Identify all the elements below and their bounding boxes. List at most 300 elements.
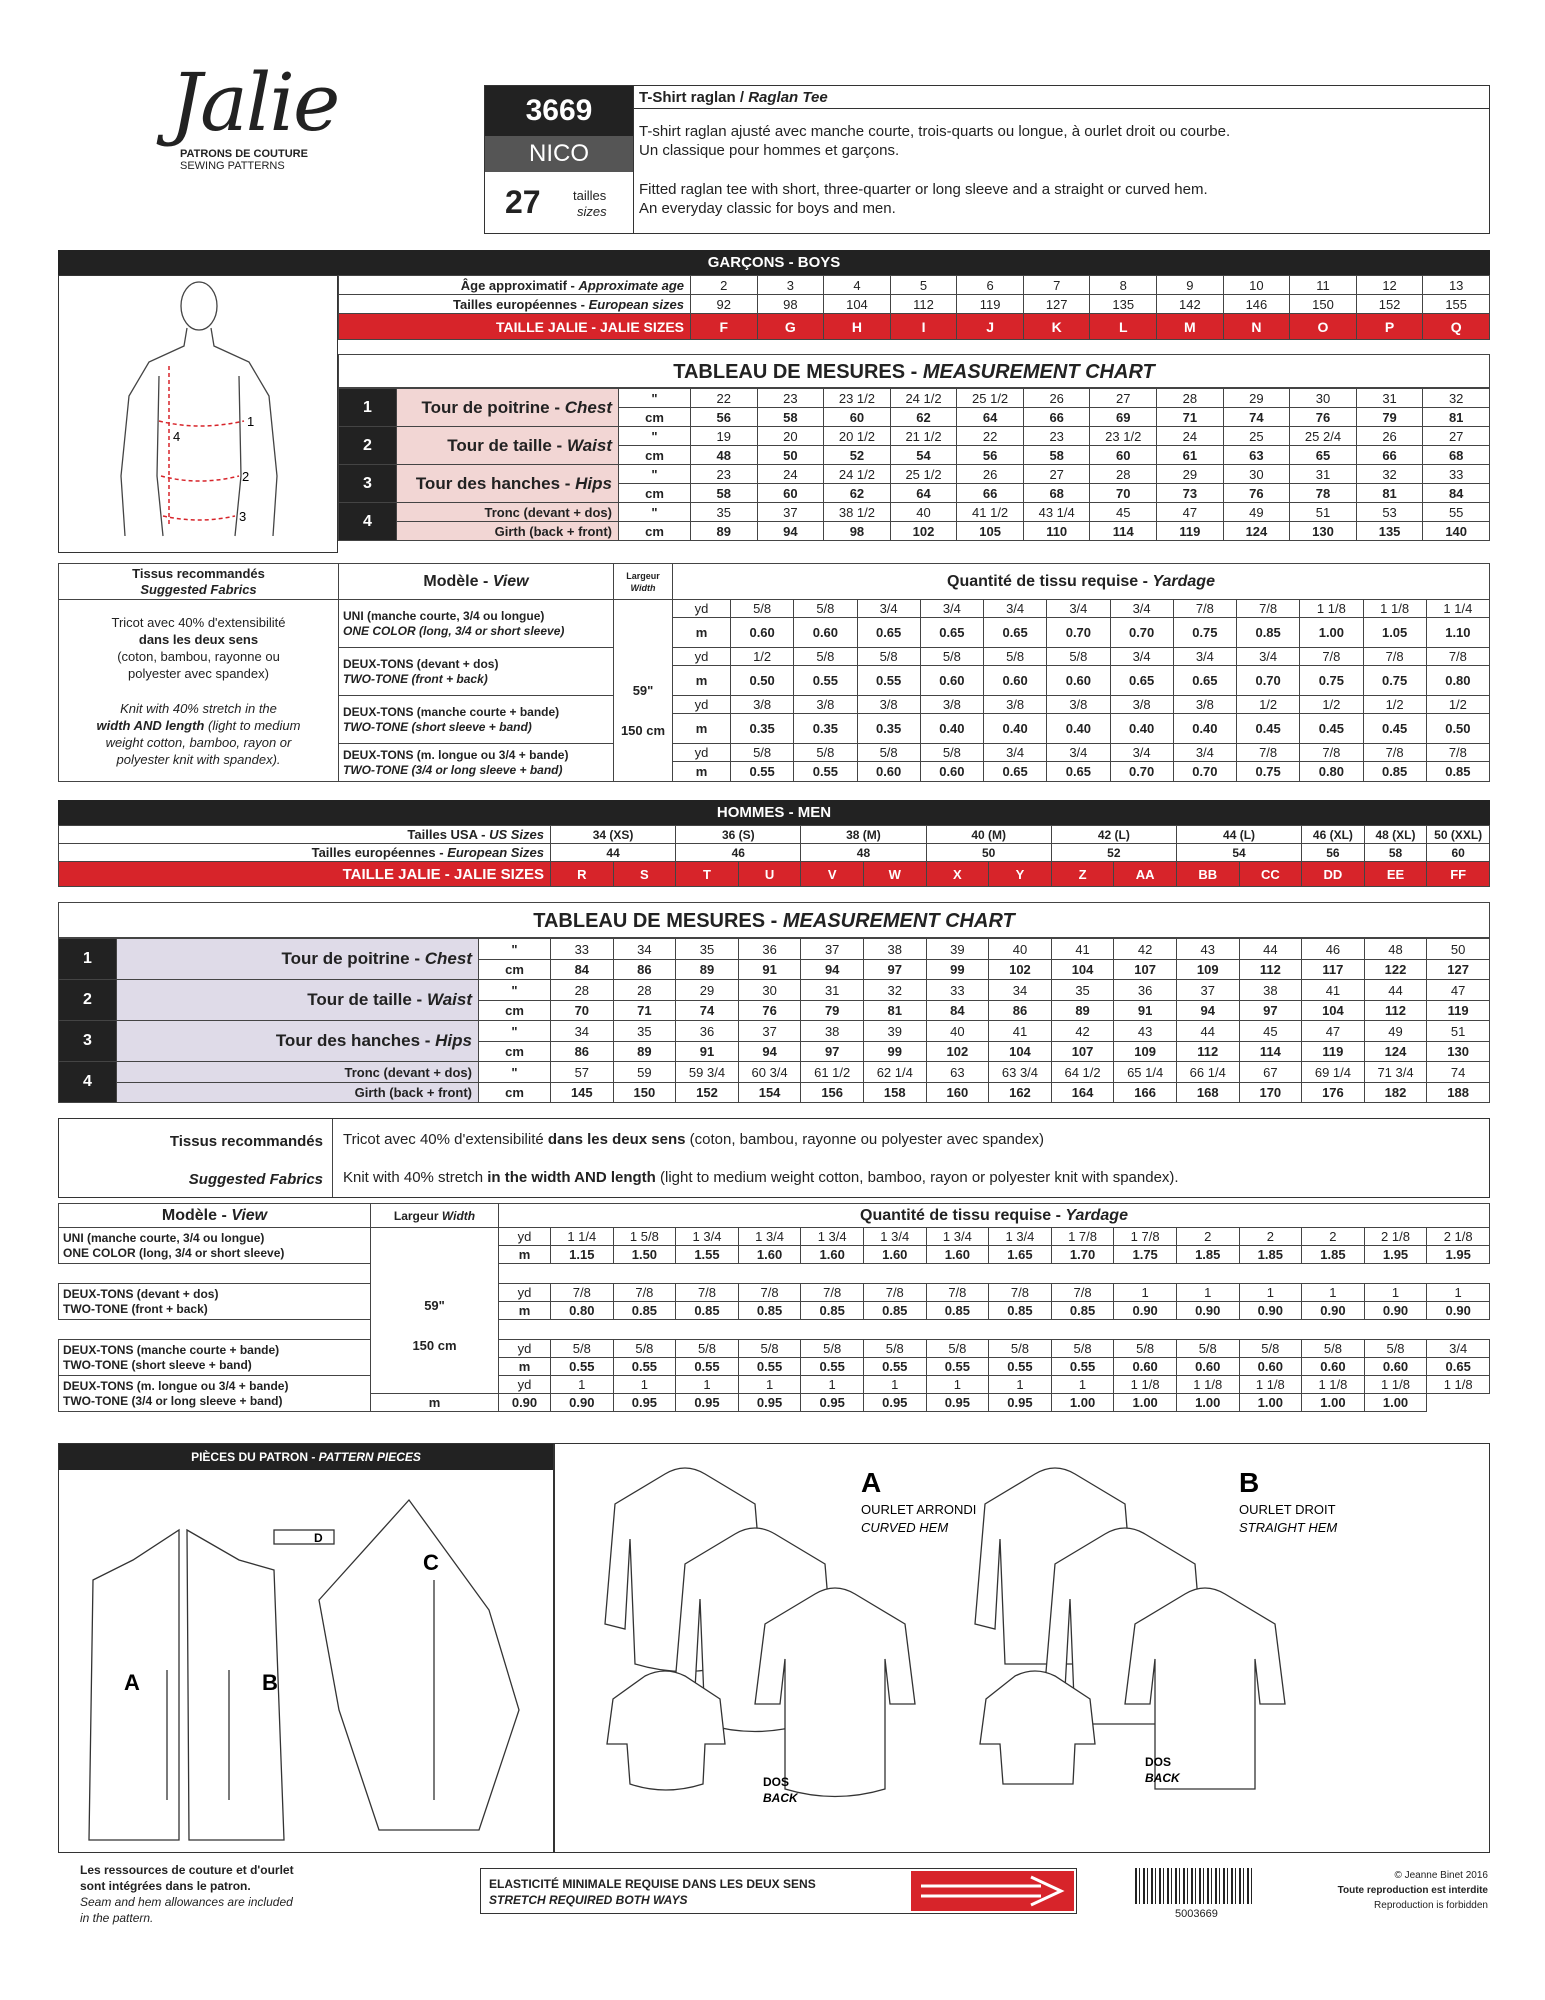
usa-cell: 38 (M): [801, 826, 926, 844]
yd-cell: 5/8: [926, 1340, 989, 1358]
yd-cell: 1 1/8: [1427, 1376, 1490, 1394]
m-cell: 0.60: [731, 618, 794, 648]
m-cell: 0.95: [863, 1394, 926, 1412]
m-cell: 0.55: [863, 1358, 926, 1376]
inch-cell: 28: [1157, 389, 1224, 408]
m-cell: 1.75: [1114, 1246, 1177, 1264]
inch-cell: 63: [926, 1062, 989, 1083]
yd-cell: 1: [1302, 1284, 1365, 1302]
yd-cell: 1 3/4: [989, 1228, 1052, 1246]
inch-cell: 44: [1176, 1021, 1239, 1042]
cm-cell: 109: [1114, 1042, 1177, 1062]
age-cell: 10: [1223, 276, 1290, 295]
yd-cell: 2 1/8: [1427, 1228, 1490, 1246]
cm-cell: 91: [738, 960, 801, 980]
mf-fr-c: (coton, bambou, rayonne ou polyester avec spandex): [685, 1131, 1045, 1148]
cm-cell: 188: [1427, 1083, 1490, 1103]
cm-cell: 71: [613, 1001, 676, 1021]
cm-cell: 97: [1239, 1001, 1302, 1021]
unit-in: ": [619, 465, 691, 484]
m-cell: 0.85: [1237, 618, 1300, 648]
cm-cell: 68: [1023, 484, 1090, 503]
copyright-text: © Jeanne Binet 2016: [1394, 1870, 1488, 1881]
table-row: [59, 1204, 1490, 1228]
inch-cell: 36: [676, 1021, 739, 1042]
label-en: Waist: [426, 990, 472, 1009]
yd-cell: 1/2: [1237, 696, 1300, 714]
seam-fr1: Les ressources de couture et d'ourlet: [80, 1863, 294, 1877]
yd-cell: 3/8: [794, 696, 857, 714]
cm-cell: 97: [863, 960, 926, 980]
m-cell: 0.85: [1426, 762, 1489, 782]
cm-cell: 64: [890, 484, 957, 503]
yd-cell: 3/4: [1237, 648, 1300, 666]
yd-cell: 5/8: [857, 648, 920, 666]
cm-cell: 84: [551, 960, 614, 980]
fig-mark-2: 2: [242, 469, 250, 484]
mf-fr-a: Tricot avec 40% d'extensibilité: [343, 1131, 548, 1148]
yd-cell: 3/8: [1110, 696, 1173, 714]
cm-cell: 91: [1114, 1001, 1177, 1021]
label-en: Chest: [564, 397, 612, 417]
yd-cell: 3/4: [1110, 744, 1173, 762]
m-cell: 0.70: [1173, 762, 1236, 782]
inch-cell: 33: [926, 980, 989, 1001]
table-row: [339, 427, 1490, 446]
yd-cell: 2: [1176, 1228, 1239, 1246]
unit-m: m: [371, 1394, 499, 1412]
cm-cell: 76: [1223, 484, 1290, 503]
age-cell: 6: [957, 276, 1024, 295]
inch-cell: 69 1/4: [1302, 1062, 1365, 1083]
barcode-number: 5003669: [1175, 1908, 1218, 1920]
m-cell: 0.55: [613, 1358, 676, 1376]
cm-cell: 86: [613, 960, 676, 980]
boys-measure-table: [338, 388, 1490, 541]
table-row: [59, 826, 1490, 844]
eu-cell: 135: [1090, 295, 1157, 314]
view-b-fr: OURLET DROIT: [1239, 1502, 1336, 1517]
inch-cell: 34: [613, 939, 676, 960]
jalie-label: TAILLE JALIE - JALIE SIZES: [339, 314, 691, 340]
inch-cell: 23: [757, 389, 824, 408]
inch-cell: 29: [1223, 389, 1290, 408]
inch-cell: 39: [926, 939, 989, 960]
men-fabrics-en: [343, 1169, 1179, 1186]
sizes-fr: tailles: [573, 188, 607, 203]
cm-cell: 74: [676, 1001, 739, 1021]
m-cell: 0.45: [1237, 714, 1300, 744]
cm-cell: 152: [676, 1083, 739, 1103]
yd-cell: 1 3/4: [738, 1228, 801, 1246]
cm-cell: 60: [757, 484, 824, 503]
inch-cell: 43: [1176, 939, 1239, 960]
yd-cell: 5/8: [613, 1340, 676, 1358]
eu-cell: 92: [691, 295, 758, 314]
measure-label: [117, 1021, 479, 1062]
yd-cell: 7/8: [1051, 1284, 1114, 1302]
men-chart-title-fr: TABLEAU DE MESURES -: [533, 910, 778, 932]
m-cell: 0.55: [801, 1358, 864, 1376]
cm-cell: 76: [1290, 408, 1357, 427]
cm-cell: 170: [1239, 1083, 1302, 1103]
measure-label: [117, 939, 479, 980]
m-cell: 1.60: [926, 1246, 989, 1264]
m-cell: 1.00: [1176, 1394, 1239, 1412]
yd-cell: 1 1/8: [1364, 1376, 1427, 1394]
inch-cell: 20: [757, 427, 824, 446]
row-number: 4: [339, 503, 397, 541]
m-cell: 0.60: [1114, 1358, 1177, 1376]
boys-chart-title-fr: TABLEAU DE MESURES -: [673, 361, 918, 383]
m-cell: 0.75: [1363, 666, 1426, 696]
m-cell: 0.90: [1176, 1302, 1239, 1320]
pattern-number: 3669: [485, 86, 633, 136]
boys-chart-title: [338, 354, 1490, 388]
cm-cell: 84: [1423, 484, 1490, 503]
yd-cell: 5/8: [731, 600, 794, 618]
m-cell: 1.85: [1239, 1246, 1302, 1264]
unit-m: m: [499, 1302, 551, 1320]
copyright: [1300, 1868, 1488, 1913]
win: 59": [632, 682, 654, 698]
inch-cell: 28: [551, 980, 614, 1001]
wcm: 150 cm: [412, 1337, 457, 1353]
unit-in: ": [619, 389, 691, 408]
inch-cell: 39: [863, 1021, 926, 1042]
vfr: DEUX-TONS (m. longue ou 3/4 + bande): [63, 1378, 289, 1393]
inch-cell: 24 1/2: [890, 389, 957, 408]
label-en: Hips: [435, 1031, 472, 1050]
m-cell: 0.90: [1364, 1302, 1427, 1320]
view-b-back: BACK: [1145, 1771, 1180, 1785]
cm-cell: 68: [1423, 446, 1490, 465]
m-cell: 0.85: [738, 1302, 801, 1320]
inch-cell: 25 2/4: [1290, 427, 1357, 446]
cm-cell: 66: [1356, 446, 1423, 465]
cm-cell: 62: [824, 484, 891, 503]
inch-cell: 51: [1290, 503, 1357, 522]
yd-cell: 1/2: [1300, 696, 1363, 714]
yd-cell: 5/8: [1047, 648, 1110, 666]
f6b: width AND length: [96, 717, 205, 733]
inch-cell: 45: [1239, 1021, 1302, 1042]
inch-cell: 38: [1239, 980, 1302, 1001]
m-cell: 0.85: [926, 1302, 989, 1320]
title-en: Raglan Tee: [748, 89, 828, 106]
wcm: 150 cm: [620, 722, 666, 738]
view-label: [339, 564, 614, 600]
yd-cell: 2 1/8: [1364, 1228, 1427, 1246]
yd-cell: 1: [613, 1376, 676, 1394]
cm-cell: 58: [691, 484, 758, 503]
label-fr: Modèle -: [161, 1206, 227, 1224]
sizes-count-box: [485, 172, 633, 234]
cm-cell: 66: [1023, 408, 1090, 427]
cm-cell: 154: [738, 1083, 801, 1103]
m-cell: 0.60: [920, 762, 983, 782]
inch-cell: 35: [1051, 980, 1114, 1001]
yd-cell: 1/2: [731, 648, 794, 666]
inch-cell: 25 1/2: [890, 465, 957, 484]
unit-cm: cm: [479, 1083, 551, 1103]
inch-cell: 41: [989, 1021, 1052, 1042]
eu-cell: 48: [801, 844, 926, 862]
m-cell: 0.95: [801, 1394, 864, 1412]
yd-cell: 7/8: [926, 1284, 989, 1302]
label-fr: Tailles européennes -: [453, 296, 585, 312]
yd-cell: 1: [1427, 1284, 1490, 1302]
label-en: Yardage: [1065, 1206, 1128, 1224]
mf-en-b: in the width AND length: [487, 1169, 656, 1186]
inch-cell: 35: [676, 939, 739, 960]
m-cell: 0.90: [1239, 1302, 1302, 1320]
yd-cell: 1/2: [1426, 696, 1489, 714]
m-cell: 0.60: [1047, 666, 1110, 696]
yd-cell: 5/8: [738, 1340, 801, 1358]
m-cell: 1.10: [1426, 618, 1489, 648]
m-cell: 0.60: [794, 618, 857, 648]
cm-cell: 107: [1051, 1042, 1114, 1062]
measure-label: [117, 980, 479, 1021]
measure-label-fr: Tronc (devant + dos): [117, 1062, 479, 1083]
cm-cell: 104: [1302, 1001, 1365, 1021]
row-number: 2: [339, 427, 397, 465]
cm-cell: 86: [989, 1001, 1052, 1021]
m-cell: 0.40: [984, 714, 1047, 744]
jalie-label: TAILLE JALIE - JALIE SIZES: [59, 862, 551, 887]
jalie-size-cell: N: [1223, 314, 1290, 340]
vfr: UNI (manche courte, 3/4 ou longue): [63, 1230, 265, 1245]
measure-label: [397, 427, 619, 465]
vfr: DEUX-TONS (manche courte + bande): [63, 1342, 280, 1357]
yd-cell: 2: [1239, 1228, 1302, 1246]
yd-cell: 3/8: [731, 696, 794, 714]
inch-cell: 22: [691, 389, 758, 408]
yd-cell: 3/4: [1047, 744, 1110, 762]
inch-cell: 34: [551, 1021, 614, 1042]
m-cell: 0.35: [794, 714, 857, 744]
cm-cell: 91: [676, 1042, 739, 1062]
cm-cell: 99: [926, 960, 989, 980]
m-cell: 1.85: [1176, 1246, 1239, 1264]
cm-cell: 156: [801, 1083, 864, 1103]
inch-cell: 30: [1223, 465, 1290, 484]
inch-cell: 33: [551, 939, 614, 960]
unit-m: m: [673, 762, 731, 782]
sizes-count: 27: [505, 184, 541, 220]
yd-cell: 3/4: [920, 600, 983, 618]
cm-cell: 73: [1157, 484, 1224, 503]
yd-cell: 1: [1176, 1284, 1239, 1302]
table-row: [59, 1021, 1490, 1042]
table-row: [339, 503, 1490, 522]
barcode: [1135, 1868, 1255, 1904]
cm-cell: 135: [1356, 522, 1423, 541]
age-cell: 13: [1423, 276, 1490, 295]
inch-cell: 66 1/4: [1176, 1062, 1239, 1083]
age-cell: 7: [1023, 276, 1090, 295]
cm-cell: 109: [1176, 960, 1239, 980]
inch-cell: 43 1/4: [1023, 503, 1090, 522]
view-b-dos: DOS: [1145, 1755, 1172, 1769]
eu-cell: 150: [1290, 295, 1357, 314]
unit-in: ": [479, 939, 551, 960]
ven: TWO-TONE (3/4 or long sleeve + band): [63, 1393, 283, 1408]
m-cell: 0.60: [1302, 1358, 1365, 1376]
cm-cell: 56: [691, 408, 758, 427]
desc-fr2: Un classique pour hommes et garçons.: [639, 142, 900, 159]
yd-cell: 5/8: [801, 1340, 864, 1358]
m-cell: 0.35: [731, 714, 794, 744]
m-cell: 0.95: [926, 1394, 989, 1412]
inch-cell: 50: [1427, 939, 1490, 960]
table-row: [59, 1264, 1490, 1284]
inch-cell: 28: [613, 980, 676, 1001]
eu-cell: 58: [1364, 844, 1427, 862]
inch-cell: 23 1/2: [824, 389, 891, 408]
age-cell: 9: [1157, 276, 1224, 295]
ven: ONE COLOR (long, 3/4 or short sleeve): [343, 623, 565, 638]
inch-cell: 47: [1157, 503, 1224, 522]
m-cell: 0.40: [920, 714, 983, 744]
yd-cell: 1 7/8: [1114, 1228, 1177, 1246]
m-cell: 0.65: [920, 618, 983, 648]
m-cell: 1.55: [676, 1246, 739, 1264]
m-cell: 1.50: [613, 1246, 676, 1264]
inch-cell: 22: [957, 427, 1024, 446]
label-fr: Âge approximatif -: [460, 277, 575, 293]
unit-in: ": [619, 427, 691, 446]
boy-figure-illustration: [59, 276, 337, 552]
inch-cell: 31: [801, 980, 864, 1001]
yd-cell: 5/8: [731, 744, 794, 762]
yd-cell: 7/8: [1363, 744, 1426, 762]
boys-chart-title-en: MEASUREMENT CHART: [922, 361, 1155, 383]
view-name: [59, 1228, 371, 1264]
label-en: View: [231, 1206, 268, 1224]
label-en: US Sizes: [489, 827, 544, 842]
jalie-size-cell: V: [801, 862, 864, 887]
label-en: Chest: [424, 949, 472, 968]
jalie-size-cell: Q: [1423, 314, 1490, 340]
label-fr: Tailles européennes -: [311, 845, 444, 860]
cm-cell: 104: [1051, 960, 1114, 980]
unit-m: m: [673, 714, 731, 744]
table-row: [59, 844, 1490, 862]
m-cell: 0.55: [676, 1358, 739, 1376]
unit-cm: cm: [479, 1042, 551, 1062]
cm-cell: 60: [1090, 446, 1157, 465]
inch-cell: 25: [1223, 427, 1290, 446]
inch-cell: 31: [1290, 465, 1357, 484]
cm-cell: 94: [757, 522, 824, 541]
yd-cell: 5/8: [794, 744, 857, 762]
jalie-size-cell: M: [1157, 314, 1224, 340]
table-row: [339, 389, 1490, 408]
m-cell: 0.40: [1110, 714, 1173, 744]
unit-in: ": [479, 1021, 551, 1042]
yd-cell: 5/8: [1302, 1340, 1365, 1358]
m-cell: 0.75: [1300, 666, 1363, 696]
tee-views-drawing: [555, 1444, 1489, 1852]
inch-cell: 36: [738, 939, 801, 960]
m-cell: 0.55: [731, 762, 794, 782]
m-cell: 0.45: [1300, 714, 1363, 744]
label-en: Approximate age: [578, 277, 684, 293]
label-fr: Tour des hanches -: [415, 473, 571, 493]
inch-cell: 60 3/4: [738, 1062, 801, 1083]
inch-cell: 19: [691, 427, 758, 446]
inch-cell: 41 1/2: [957, 503, 1024, 522]
inch-cell: 32: [1423, 389, 1490, 408]
label-en: European Sizes: [447, 845, 544, 860]
eu-cell: 60: [1427, 844, 1490, 862]
cm-cell: 58: [1023, 446, 1090, 465]
jalie-size-cell: L: [1090, 314, 1157, 340]
men-chart-title: [58, 902, 1490, 938]
jalie-size-cell: DD: [1302, 862, 1365, 887]
cm-cell: 166: [1114, 1083, 1177, 1103]
yd-cell: 7/8: [1237, 600, 1300, 618]
boys-header: GARÇONS - BOYS: [58, 250, 1490, 275]
yd-cell: 7/8: [1426, 648, 1489, 666]
inch-cell: 64 1/2: [1051, 1062, 1114, 1083]
inch-cell: 30: [1290, 389, 1357, 408]
seam-en1: Seam and hem allowances are included: [80, 1895, 293, 1909]
m-cell: 0.75: [1237, 762, 1300, 782]
boys-size-table: [338, 275, 1490, 340]
yd-cell: 7/8: [801, 1284, 864, 1302]
eu-cell: 127: [1023, 295, 1090, 314]
eu-label: [59, 844, 551, 862]
label-fr: Modèle -: [423, 572, 489, 590]
view-name: [339, 696, 614, 744]
view-a-back: BACK: [763, 1791, 798, 1805]
m-cell: 1.60: [801, 1246, 864, 1264]
mf-en-c: (light to medium weight cotton, bamboo, rayon or polyester knit with spandex).: [655, 1169, 1179, 1186]
m-cell: 0.75: [1173, 618, 1236, 648]
seam-allowance-note: [80, 1862, 294, 1926]
cm-cell: 79: [1356, 408, 1423, 427]
cm-cell: 102: [890, 522, 957, 541]
eu-cell: 98: [757, 295, 824, 314]
table-row: [59, 887, 1490, 903]
label-fr: Quantité de tissu requise -: [860, 1206, 1061, 1224]
m-cell: 0.70: [1047, 618, 1110, 648]
cm-cell: 84: [926, 1001, 989, 1021]
m-cell: 1.05: [1363, 618, 1426, 648]
m-cell: 0.45: [1363, 714, 1426, 744]
view-a-en: CURVED HEM: [861, 1520, 949, 1535]
cm-cell: 58: [757, 408, 824, 427]
inch-cell: 42: [1051, 1021, 1114, 1042]
f3: (coton, bambou, rayonne ou: [117, 648, 280, 664]
inch-cell: 24: [1157, 427, 1224, 446]
yd-cell: 1: [676, 1376, 739, 1394]
f8: polyester knit with spandex).: [116, 751, 281, 767]
m-cell: 0.35: [857, 714, 920, 744]
m-cell: 1.95: [1364, 1246, 1427, 1264]
cm-cell: 89: [613, 1042, 676, 1062]
fig-mark-1: 1: [247, 414, 255, 429]
measure-label-en: Girth (back + front): [397, 522, 619, 541]
inch-cell: 48: [1364, 939, 1427, 960]
title-fr: T-Shirt raglan /: [639, 89, 745, 106]
rights-fr: Toute reproduction est interdite: [1337, 1885, 1488, 1896]
inch-cell: 23: [1023, 427, 1090, 446]
cm-cell: 56: [957, 446, 1024, 465]
